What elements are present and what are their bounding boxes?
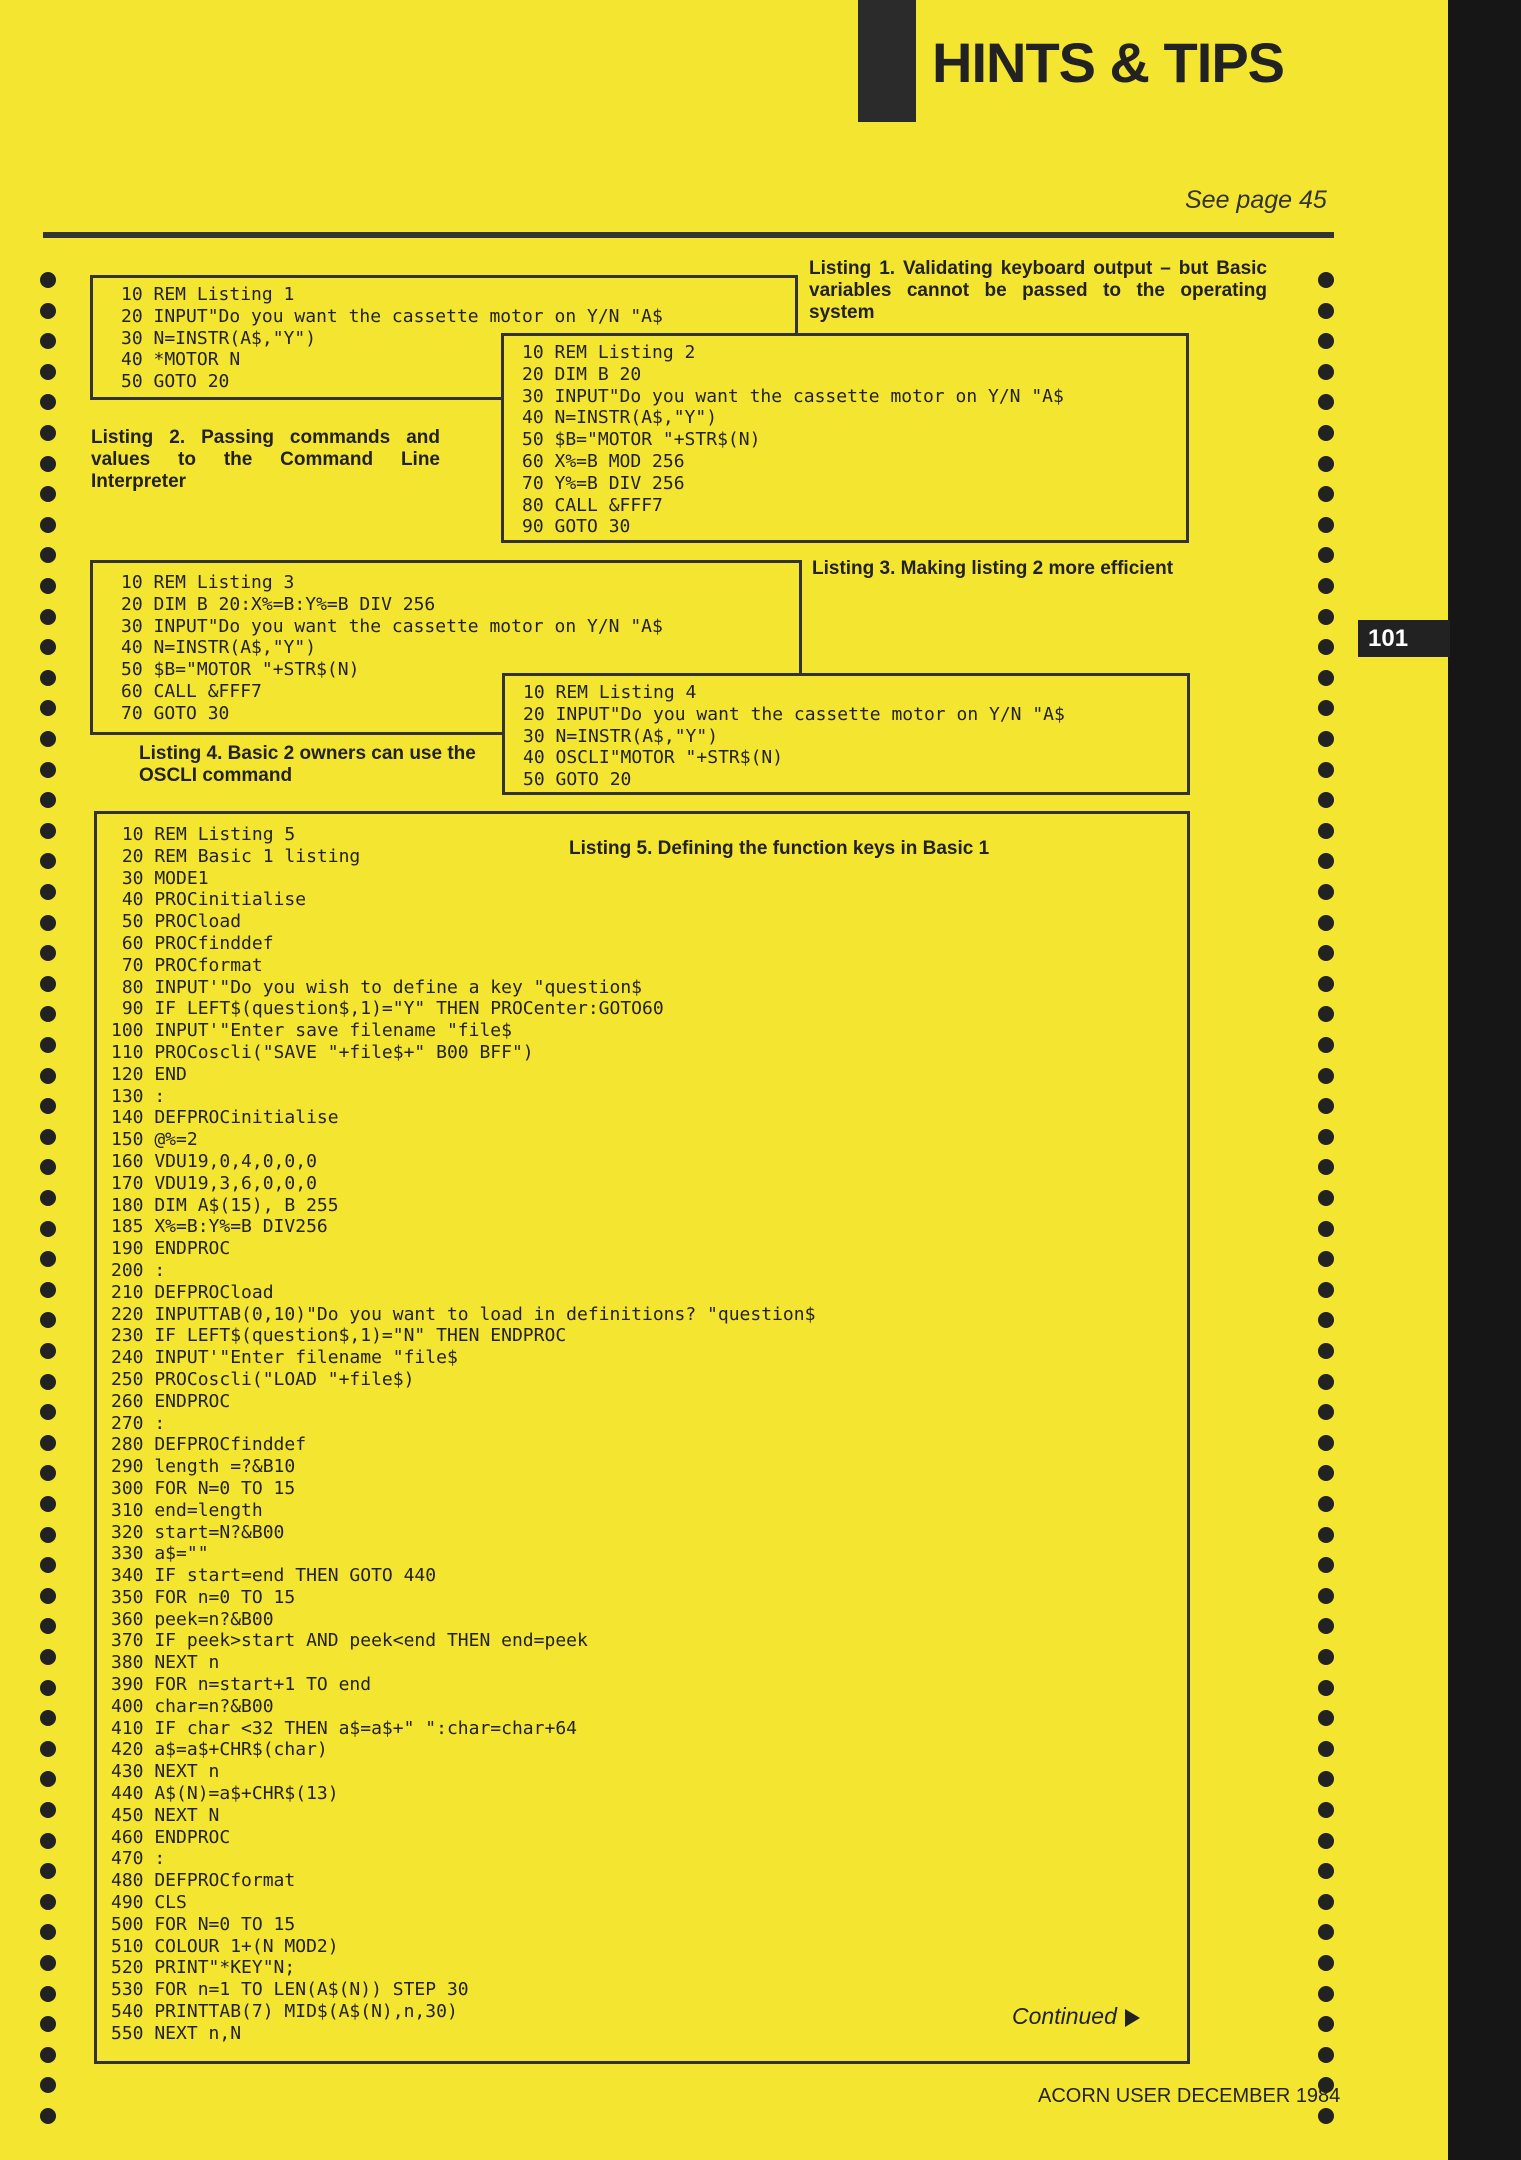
binding-hole xyxy=(40,456,56,472)
listing-1-caption: Listing 1. Validating keyboard output – but Basic variables cannot be passed to the operating system xyxy=(809,258,1267,323)
binding-hole xyxy=(1318,364,1334,380)
binding-hole xyxy=(40,1159,56,1175)
binding-hole xyxy=(40,762,56,778)
binding-hole xyxy=(1318,1006,1334,1022)
binding-hole xyxy=(40,1863,56,1879)
binding-hole xyxy=(1318,792,1334,808)
listing-5-code: 10 REM Listing 5 20 REM Basic 1 listing 30 MODE1 40 PROCinitialise 50 PROCload 60 PROCfinddef 70 PROCformat 80 INPUT'"Do you wish to define a key "question$ 90 IF LEFT$(question$,1)="Y" THEN PROCenter:GOTO60 100 INPUT'"Enter save filename "file$ 110 PROCoscli("SAVE "+file$+" B00 BFF") 120 END 130 : 140 DEFPROCinitialise 150 @%=2 160 VDU19,0,4,0,0,0 170 VDU19,3,6,0,0,0 180 DIM A$(15), B 255 185 X%=B:Y%=B DIV256 190 ENDPROC 200 : 210 DEFPROCload 220 INPUTTAB(0,10)"Do you want to load in definitions? "question$ 230 IF LEFT$(question$,1)="N" THEN ENDPROC 240 INPUT'"Enter filename "file$ 250 PROCoscli("LOAD "+file$) 260 ENDPROC 270 : 280 DEFPROCfinddef 290 length =?&B10 300 FOR N=0 TO 15 310 end=length 320 start=N?&B00 330 a$="" 340 IF start=end THEN GOTO 440 350 FOR n=0 TO 15 360 peek=n?&B00 370 IF peek>start AND peek<end THEN end=peek 380 NEXT n 390 FOR n=start+1 TO end 400 char=n?&B00 410 IF char <32 THEN a$=a$+" ":char=char+64 420 a$=a$+CHR$(char) 430 NEXT n 440 A$(N)=a$+CHR$(13) 450 NEXT N 460 ENDPROC 470 : 480 DEFPROCformat 490 CLS 500 FOR N=0 TO 15 510 COLOUR 1+(N MOD2) 520 PRINT"*KEY"N; 530 FOR n=1 TO LEN(A$(N)) STEP 30 540 PRINTTAB(7) MID$(A$(N),n,30) 550 NEXT n,N xyxy=(111,824,816,2044)
binding-hole xyxy=(1318,394,1334,410)
binding-hole xyxy=(1318,1343,1334,1359)
binding-hole xyxy=(40,1680,56,1696)
binding-hole xyxy=(1318,823,1334,839)
binding-hole xyxy=(40,1098,56,1114)
binding-hole xyxy=(40,792,56,808)
binding-hole xyxy=(40,394,56,410)
binding-hole xyxy=(40,425,56,441)
listing-2-box xyxy=(501,333,1189,543)
listing-2-caption: Listing 2. Passing commands and values to the Command Line Interpreter xyxy=(91,427,440,492)
listing-3-caption: Listing 3. Making listing 2 more efficient xyxy=(812,558,1174,579)
binding-hole xyxy=(40,1741,56,1757)
binding-hole xyxy=(40,609,56,625)
page-edge-shadow xyxy=(1448,0,1521,2160)
binding-hole xyxy=(40,823,56,839)
binding-hole xyxy=(1318,2016,1334,2032)
binding-hole xyxy=(1318,425,1334,441)
binding-hole xyxy=(40,2047,56,2063)
listing-4-box xyxy=(502,673,1190,795)
binding-hole xyxy=(1318,1374,1334,1390)
binding-hole xyxy=(40,1343,56,1359)
binding-hole xyxy=(40,1496,56,1512)
binding-hole xyxy=(1318,578,1334,594)
binding-hole xyxy=(1318,2047,1334,2063)
binding-hole xyxy=(1318,1863,1334,1879)
binding-hole xyxy=(40,639,56,655)
header-bar xyxy=(858,0,916,122)
continued-text: Continued xyxy=(1012,2003,1117,2029)
header-rule xyxy=(43,232,1334,238)
binding-hole xyxy=(1318,1037,1334,1053)
binding-hole xyxy=(1318,1955,1334,1971)
binding-hole xyxy=(40,884,56,900)
binding-hole xyxy=(1318,272,1334,288)
binding-hole xyxy=(1318,1496,1334,1512)
binding-hole xyxy=(1318,1680,1334,1696)
binding-hole xyxy=(40,1374,56,1390)
binding-hole xyxy=(1318,976,1334,992)
binding-hole xyxy=(40,1710,56,1726)
binding-hole xyxy=(40,1557,56,1573)
binding-hole xyxy=(1318,1251,1334,1267)
binding-hole xyxy=(40,945,56,961)
binding-hole xyxy=(40,1465,56,1481)
binding-hole xyxy=(40,1190,56,1206)
binding-hole xyxy=(40,731,56,747)
binding-hole xyxy=(40,670,56,686)
binding-hole xyxy=(40,1221,56,1237)
binding-hole xyxy=(1318,639,1334,655)
binding-hole xyxy=(1318,1129,1334,1145)
listing-3-code: 10 REM Listing 3 20 DIM B 20:X%=B:Y%=B DIV 256 30 INPUT"Do you want the cassette motor on Y/N "A$ 40 N=INSTR(A$,"Y") 50 $B="MOTOR "+STR$(N) 60 CALL &FFF7 70 GOTO 30 xyxy=(121,572,663,724)
binding-hole xyxy=(1318,1435,1334,1451)
binding-hole xyxy=(40,1527,56,1543)
binding-hole xyxy=(40,1986,56,2002)
binding-hole xyxy=(40,1833,56,1849)
binding-hole xyxy=(40,1894,56,1910)
binding-hole xyxy=(1318,915,1334,931)
binding-hole xyxy=(40,2077,56,2093)
section-title: HINTS & TIPS xyxy=(932,31,1285,94)
binding-hole xyxy=(1318,1618,1334,1634)
binding-hole xyxy=(1318,1159,1334,1175)
binding-hole xyxy=(1318,1802,1334,1818)
binding-hole xyxy=(1318,1098,1334,1114)
binding-hole xyxy=(40,1802,56,1818)
binding-hole xyxy=(40,333,56,349)
binding-hole xyxy=(40,517,56,533)
binding-hole xyxy=(1318,333,1334,349)
binding-hole xyxy=(1318,1986,1334,2002)
binding-hole xyxy=(1318,853,1334,869)
binding-hole xyxy=(1318,1924,1334,1940)
binding-hole xyxy=(40,578,56,594)
listing-4-caption: Listing 4. Basic 2 owners can use the OSCLI command xyxy=(139,743,476,786)
binding-hole xyxy=(1318,1282,1334,1298)
binding-hole xyxy=(40,1618,56,1634)
binding-hole xyxy=(40,1924,56,1940)
listing-5-box xyxy=(94,811,1190,2064)
binding-hole xyxy=(40,1404,56,1420)
binding-hole xyxy=(40,1312,56,1328)
binding-hole xyxy=(1318,517,1334,533)
binding-hole xyxy=(40,486,56,502)
binding-hole xyxy=(40,272,56,288)
binding-hole xyxy=(40,915,56,931)
binding-hole xyxy=(1318,456,1334,472)
see-page-reference: See page 45 xyxy=(1185,186,1327,214)
binding-hole xyxy=(1318,1741,1334,1757)
binding-hole xyxy=(1318,303,1334,319)
binding-hole xyxy=(1318,1404,1334,1420)
binding-hole xyxy=(1318,547,1334,563)
binding-hole xyxy=(1318,1190,1334,1206)
binding-hole xyxy=(40,364,56,380)
binding-hole xyxy=(40,1006,56,1022)
binding-hole xyxy=(40,2016,56,2032)
binding-hole xyxy=(1318,731,1334,747)
binding-hole xyxy=(1318,1649,1334,1665)
binding-hole xyxy=(1318,762,1334,778)
binding-hole xyxy=(1318,1068,1334,1084)
binding-hole xyxy=(40,1588,56,1604)
binding-hole xyxy=(40,1435,56,1451)
binding-hole xyxy=(1318,609,1334,625)
continued-arrow-icon xyxy=(1125,2009,1140,2027)
binding-hole xyxy=(1318,1527,1334,1543)
binding-hole xyxy=(1318,1312,1334,1328)
binding-hole xyxy=(40,1068,56,1084)
binding-hole xyxy=(40,1282,56,1298)
binding-hole xyxy=(1318,670,1334,686)
listing-5-caption: Listing 5. Defining the function keys in Basic 1 xyxy=(569,838,990,859)
binding-hole xyxy=(1318,1771,1334,1787)
page-number-tab: 101 xyxy=(1358,620,1450,657)
binding-hole xyxy=(1318,1710,1334,1726)
listing-1-code: 10 REM Listing 1 20 INPUT"Do you want the cassette motor on Y/N "A$ 30 N=INSTR(A$,"Y") 40 *MOTOR N 50 GOTO 20 xyxy=(121,284,663,393)
binding-hole xyxy=(1318,1221,1334,1237)
binding-hole xyxy=(40,1129,56,1145)
binding-hole xyxy=(1318,1557,1334,1573)
binding-hole xyxy=(1318,1833,1334,1849)
binding-hole xyxy=(1318,945,1334,961)
binding-hole xyxy=(40,1037,56,1053)
binding-hole xyxy=(1318,1588,1334,1604)
binding-hole xyxy=(1318,1465,1334,1481)
binding-hole xyxy=(40,976,56,992)
binding-hole xyxy=(40,2108,56,2124)
binding-hole xyxy=(1318,884,1334,900)
binding-hole xyxy=(1318,1894,1334,1910)
binding-hole xyxy=(1318,2108,1334,2124)
binding-hole xyxy=(40,853,56,869)
binding-hole xyxy=(40,303,56,319)
binding-hole xyxy=(40,1771,56,1787)
binding-hole xyxy=(1318,486,1334,502)
continued-label xyxy=(1012,2003,1140,2030)
binding-hole xyxy=(40,700,56,716)
listing-4-code: 10 REM Listing 4 20 INPUT"Do you want the cassette motor on Y/N "A$ 30 N=INSTR(A$,"Y") 40 OSCLI"MOTOR "+STR$(N) 50 GOTO 20 xyxy=(523,682,1065,791)
binding-hole xyxy=(40,1955,56,1971)
binding-hole xyxy=(40,1251,56,1267)
binding-hole xyxy=(40,1649,56,1665)
binding-hole xyxy=(1318,700,1334,716)
binding-hole xyxy=(40,547,56,563)
listing-2-code: 10 REM Listing 2 20 DIM B 20 30 INPUT"Do you want the cassette motor on Y/N "A$ 40 N=INSTR(A$,"Y") 50 $B="MOTOR "+STR$(N) 60 X%=B MOD 256 70 Y%=B DIV 256 80 CALL &FFF7 90 GOTO 30 xyxy=(522,342,1064,538)
footer-issue: ACORN USER DECEMBER 1984 xyxy=(1038,2085,1341,2107)
